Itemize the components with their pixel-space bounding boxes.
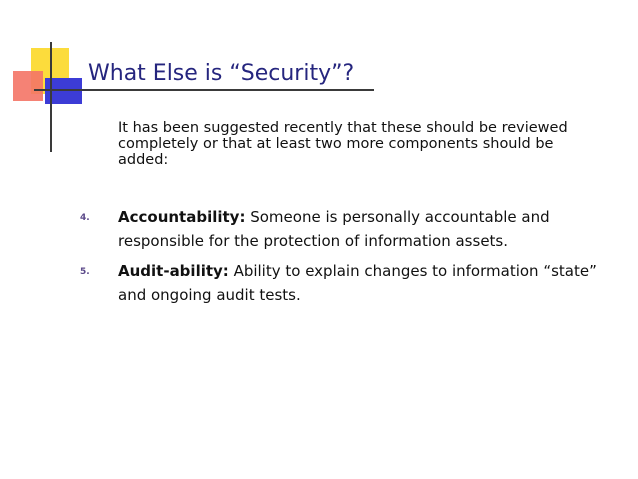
list-item-text: Ability to explain changes to information “state” and ongoing audit tests. [118,262,597,304]
list-item-accountability [80,205,598,253]
list-item-term: Audit-ability: [118,262,229,280]
decorative-red-square [13,71,43,101]
list-item-text: Someone is personally accountable and responsible for the protection of information assets. [118,208,550,250]
decorative-vertical-line [50,42,52,152]
decorative-horizontal-line [34,89,374,91]
list-item-audit-ability [80,259,598,307]
slide-title: What Else is “Security”? [88,61,355,86]
intro-paragraph: It has been suggested recently that these should be reviewed completely or that at least two more components should be added: [118,120,568,168]
list-item-number: 5. [80,267,90,277]
list-item-term: Accountability: [118,208,246,226]
list-item-number: 4. [80,213,90,223]
